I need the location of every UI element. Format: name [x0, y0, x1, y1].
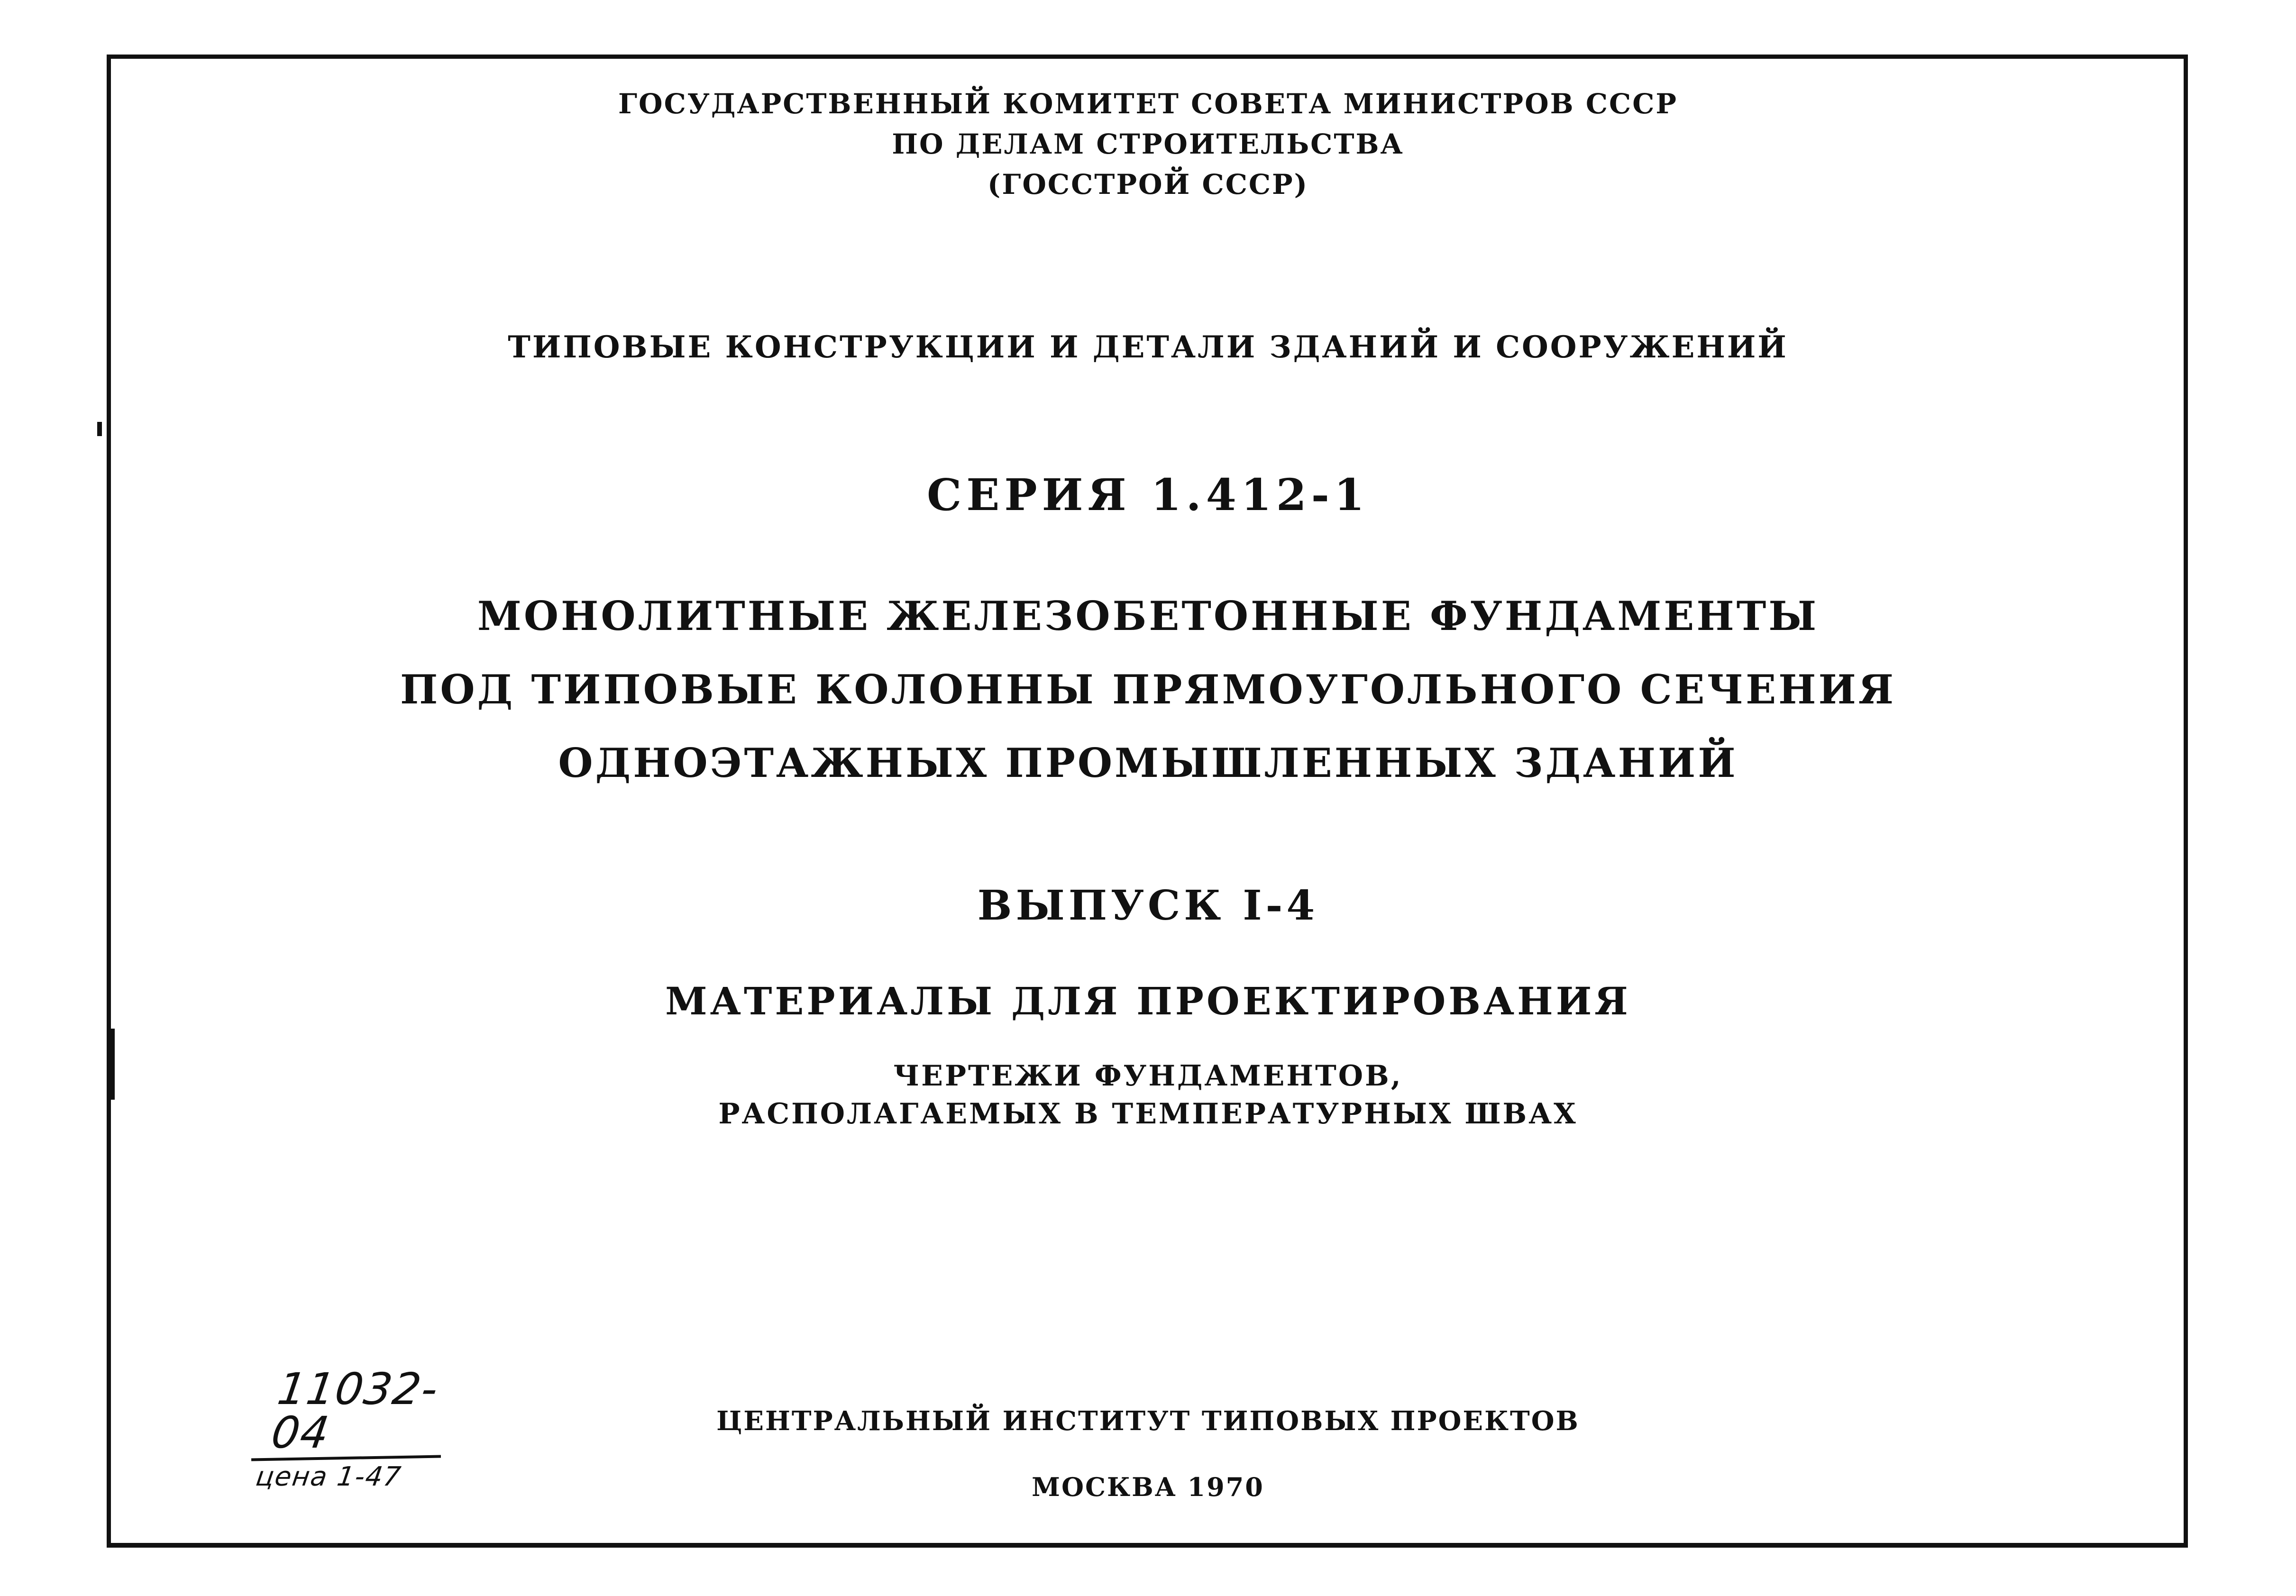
edge-mark-left-top [97, 422, 102, 436]
series-number: СЕРИЯ 1.412-1 [927, 469, 1369, 520]
sheet-frame [107, 55, 2188, 1548]
materials-title: МАТЕРИАЛЫ ДЛЯ ПРОЕКТИРОВАНИЯ [665, 979, 1631, 1023]
drawings-line-1: ЧЕРТЕЖИ ФУНДАМЕНТОВ, [893, 1059, 1403, 1093]
subject-line-3: ОДНОЭТАЖНЫХ ПРОМЫШЛЕННЫХ ЗДАНИЙ [558, 739, 1738, 786]
issue-number: ВЫПУСК I-4 [977, 882, 1319, 930]
city-year: МОСКВА 1970 [1032, 1472, 1264, 1502]
agency-line-2: ПО ДЕЛАМ СТРОИТЕЛЬСТВА [892, 128, 1404, 160]
subject-line-1: МОНОЛИТНЫЕ ЖЕЛЕЗОБЕТОННЫЕ ФУНДАМЕНТЫ [477, 593, 1819, 639]
stamp-code: 11032-04 [268, 1364, 442, 1458]
publisher: ЦЕНТРАЛЬНЫЙ ИНСТИТУТ ТИПОВЫХ ПРОЕКТОВ [716, 1405, 1580, 1437]
subject-line-2: ПОД ТИПОВЫЕ КОЛОННЫ ПРЯМОУГОЛЬНОГО СЕЧЕНИЯ [400, 666, 1896, 713]
agency-line-3: (ГОССТРОЙ СССР) [987, 168, 1309, 201]
agency-line-1: ГОСУДАРСТВЕННЫЙ КОМИТЕТ СОВЕТА МИНИСТРОВ СССР [618, 88, 1678, 120]
stamp-price: цена 1-47 [254, 1461, 403, 1492]
collection-title: ТИПОВЫЕ КОНСТРУКЦИИ И ДЕТАЛИ ЗДАНИЙ И СООРУЖЕНИЙ [508, 329, 1788, 365]
drawings-line-2: РАСПОЛАГАЕМЫХ В ТЕМПЕРАТУРНЫХ ШВАХ [718, 1097, 1578, 1131]
